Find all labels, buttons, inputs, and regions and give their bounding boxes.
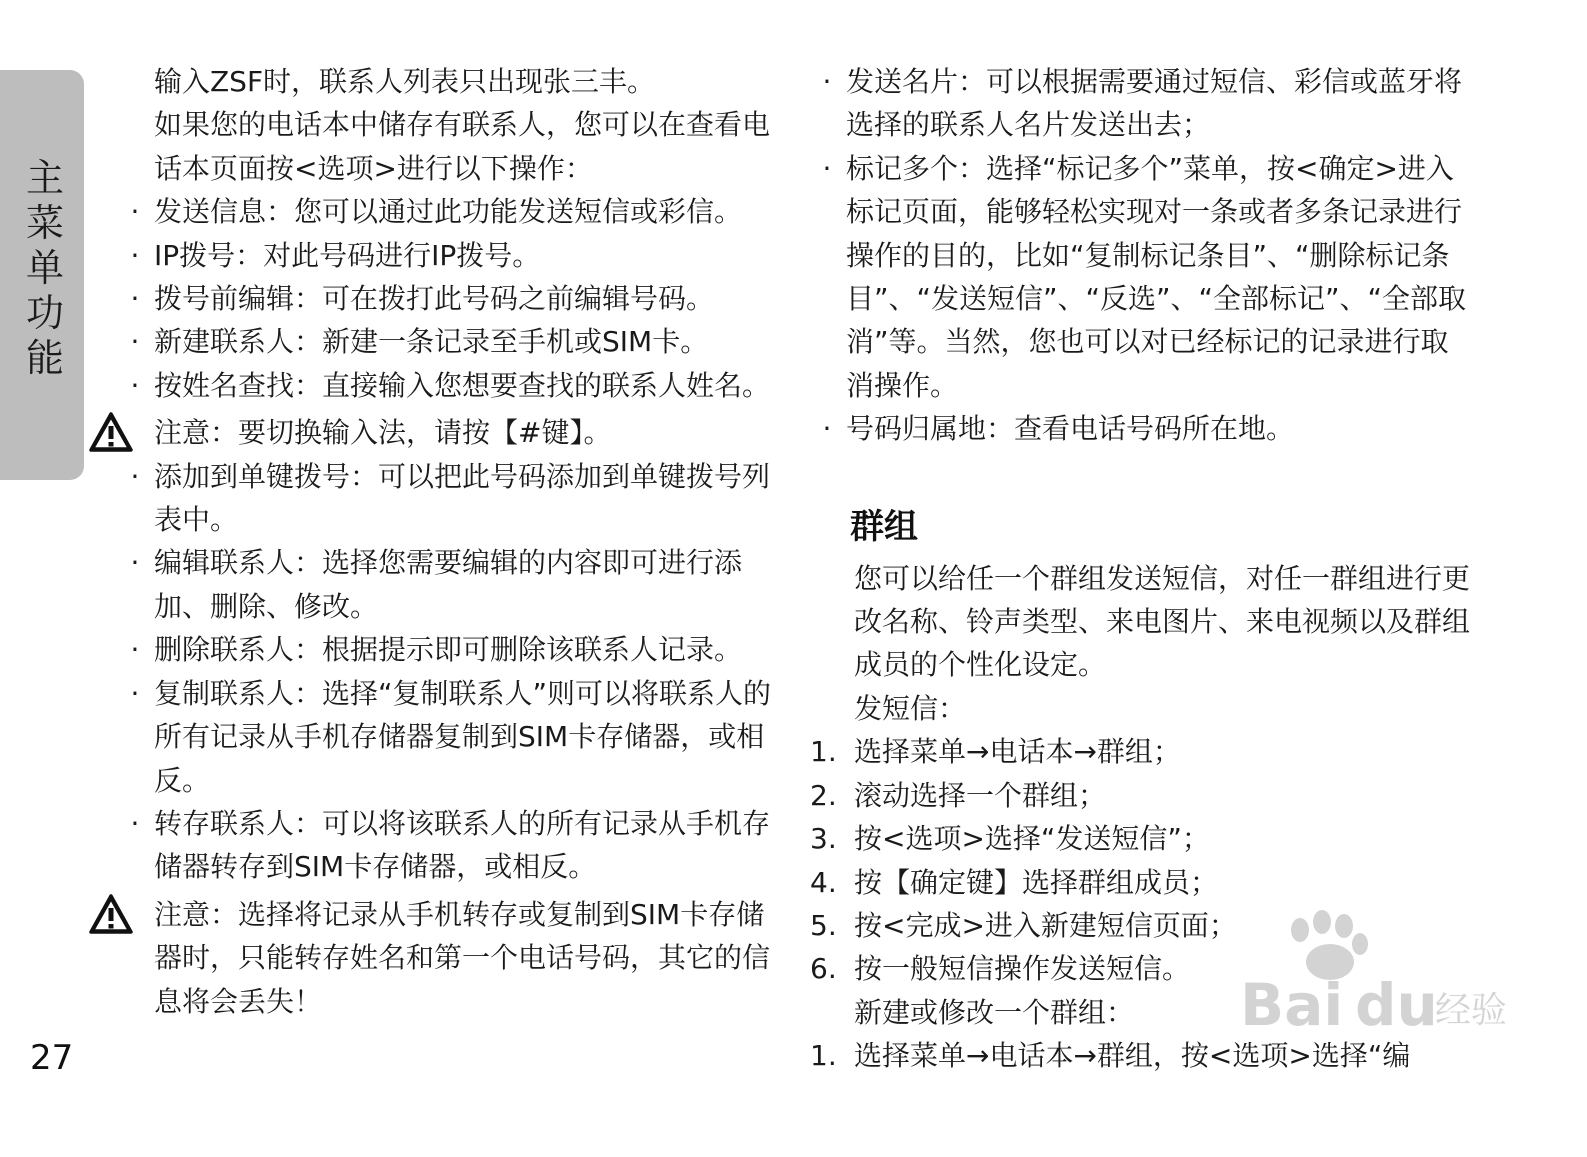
step-number: 4. [810,865,837,899]
bullet-dot: · [822,151,832,185]
note-text: 选择将记录从手机转存或复制到SIM卡存储器时，只能转存姓名和第一个电话号码，其它的信息将会丢失！ [154,897,771,1018]
right-column [810,60,1470,1078]
step-number: 5. [810,908,837,942]
intro-line: 如果您的电话本中储存有联系人，您可以在查看电话本页面按<选项>进行以下操作： [154,108,771,185]
bullet-dot: · [130,195,140,229]
send-sms-heading: 发短信： [854,691,967,725]
section-title: 群组 [850,506,918,547]
list-item [810,407,1470,450]
bullet-dot: · [130,633,140,667]
step-item [810,1034,1470,1077]
list-item [118,364,773,407]
list-item [118,277,773,320]
step-item [810,861,1470,904]
step-number: 6. [810,952,837,986]
list-item [118,672,773,802]
list-item-text: 复制联系人：选择“复制联系人”则可以将联系人的所有记录从手机存储器复制到SIM卡存储器，或相反。 [154,676,772,797]
list-item-text: 编辑联系人：选择您需要编辑的内容即可进行添加、删除、修改。 [154,546,743,623]
list-item-text: 发送信息：您可以通过此功能发送短信或彩信。 [154,195,743,229]
svg-text:du: du [1355,971,1438,1039]
list-item-text: 号码归属地：查看电话号码所在地。 [846,412,1295,446]
section-spacer [810,451,1470,497]
list-item-text: 删除联系人：根据提示即可删除该联系人记录。 [154,633,743,667]
list-item [118,190,773,233]
step-number: 2. [810,778,837,812]
step-item [810,947,1470,990]
svg-text:经验: 经验 [1435,990,1508,1031]
step-text: 选择菜单→电话本→群组，按<选项>选择“编 [854,1039,1411,1073]
warning-icon [88,411,134,453]
list-item-text: 转存联系人：可以将该联系人的所有记录从手机存储器转存到SIM卡存储器，或相反。 [154,806,771,884]
list-item [118,234,773,277]
bullet-dot: · [130,325,140,359]
list-item [810,147,1470,407]
side-tab-label: 主菜单功能 [26,156,65,380]
step-number: 1. [810,735,837,769]
bullet-dot: · [130,806,140,840]
list-item-text: 按姓名查找：直接输入您想要查找的联系人姓名。 [154,368,771,402]
step-text: 按<选项>选择“发送短信”； [854,822,1210,856]
step-text: 按<完成>进入新建短信页面； [854,908,1237,942]
bullet-dot: · [130,282,140,316]
edit-group-heading: 新建或修改一个群组： [854,995,1135,1029]
note-head: 注意： [154,416,239,450]
bullet-dot: · [822,412,832,446]
list-item [118,628,773,671]
list-item [118,455,773,542]
bullet-dot: · [130,368,140,402]
step-text: 滚动选择一个群组； [854,778,1107,812]
step-number: 3. [810,822,837,856]
list-item-text: 发送名片：可以根据需要通过短信、彩信或蓝牙将选择的联系人名片发送出去； [846,65,1463,142]
list-item [118,541,773,628]
list-item [118,320,773,363]
warning-icon [88,893,134,935]
section-side-tab [0,70,84,480]
step-text: 按一般短信操作发送短信。 [854,952,1191,986]
step-item [810,904,1470,947]
list-item-text: 添加到单键拨号：可以把此号码添加到单键拨号列表中。 [154,459,771,537]
list-item-text: 标记多个：选择“标记多个”菜单，按<确定>进入标记页面，能够轻松实现对一条或者多条记录进行操作的目的，比如“复制标记条目”、“删除标记条目”、“发送短信”、“反选”、“全部标记”、“全部取消”等。当然，您也可以对已经标记的记录进行取消操作。 [846,151,1467,402]
intro-line: 输入ZSF时，联系人列表只出现张三丰。 [154,65,656,98]
section-intro: 您可以给任一个群组发送短信，对任一群组进行更改名称、铃声类型、来电图片、来电视频以及群组成员的个性化设定。 [854,561,1471,682]
step-item [810,774,1470,817]
left-column [118,60,773,1023]
step-item [810,817,1470,860]
step-number: 1. [810,1039,837,1073]
list-item-text: IP拨号：对此号码进行IP拨号。 [154,238,541,272]
step-text: 按【确定键】选择群组成员； [854,865,1219,899]
page-number: 27 [30,1038,74,1078]
watermark-text: Bai [1240,971,1344,1039]
step-text: 选择菜单→电话本→群组； [854,735,1181,769]
note-text: 要切换输入法，请按【#键】。 [238,416,612,450]
list-item-text: 拨号前编辑：可在拨打此号码之前编辑号码。 [154,282,715,316]
list-item [118,802,773,889]
bullet-dot: · [130,546,140,580]
step-item [810,730,1470,773]
bullet-dot: · [130,459,140,493]
note-sim-transfer [118,893,773,1023]
bullet-dot: · [130,676,140,710]
bullet-dot: · [822,65,832,98]
list-item-text: 新建联系人：新建一条记录至手机或SIM卡。 [154,325,709,359]
list-item [810,60,1470,147]
bullet-dot: · [130,238,140,272]
note-switch-input [118,411,773,454]
note-head: 注意： [154,897,239,931]
